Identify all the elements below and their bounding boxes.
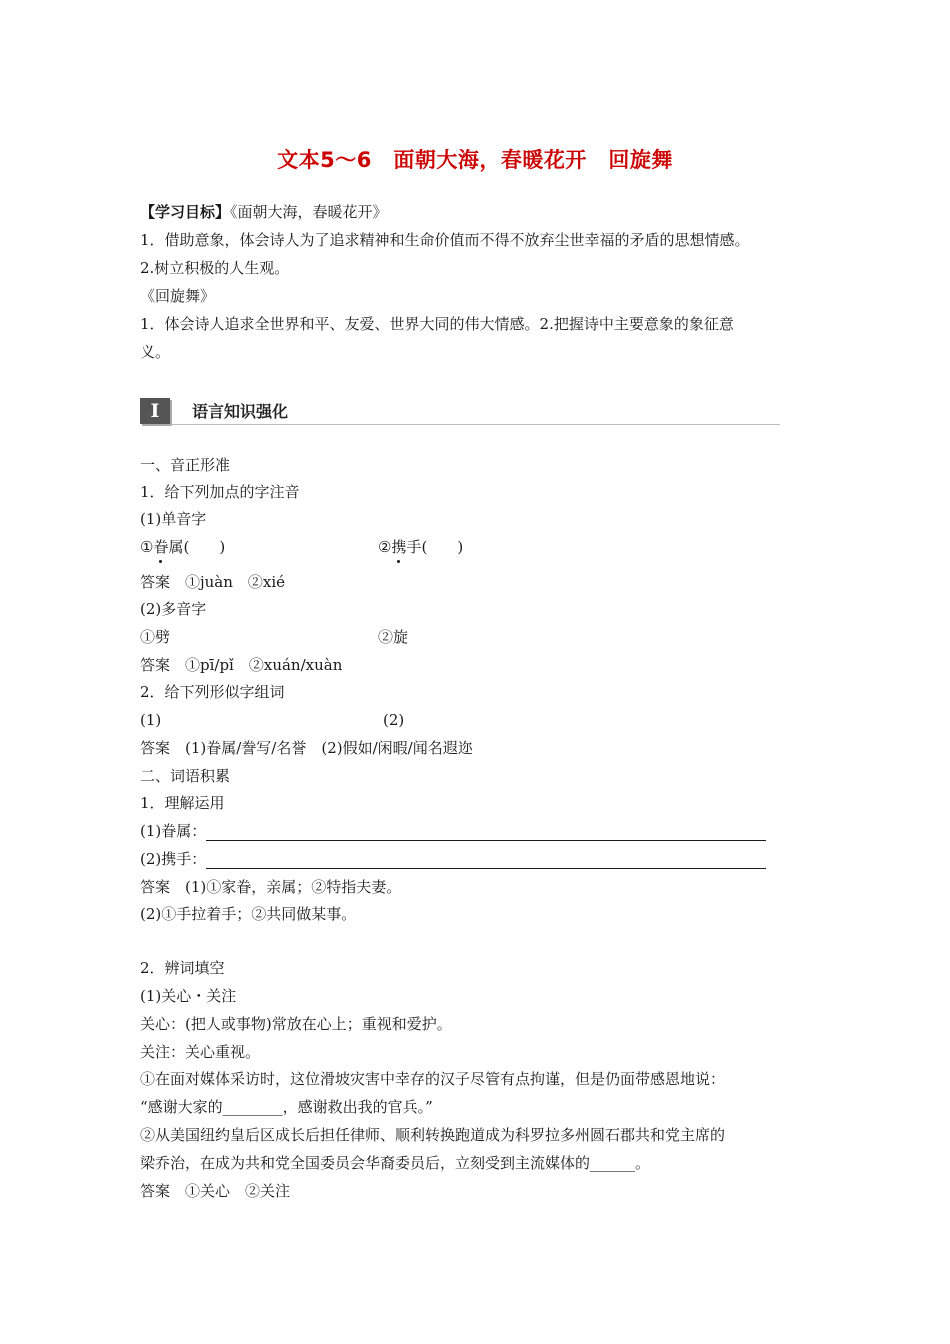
definition: 关注：关心重视。 (140, 1043, 261, 1061)
question: 1．给下列加点的字注音 (140, 483, 300, 501)
word-pair: (1)关心・关注 (140, 987, 237, 1005)
sentence: ①在面对媒体采访时，这位滑坡灾害中幸存的汉子尽管有点拘谨，但是仍面带感恩地说： (140, 1070, 726, 1088)
objectives-label: 【学习目标】 (140, 203, 231, 221)
page-title: 文本5～6 面朝大海，春暖花开 回旋舞 (277, 148, 673, 172)
objective-item: 1．借助意象，体会诗人为了追求精神和生命价值而不得不放弃尘世幸福的矛盾的思想情感。 (140, 231, 750, 249)
answer-blank[interactable] (206, 852, 766, 869)
definition: 关心：(把人或事物)常放在心上；重视和爱护。 (140, 1015, 452, 1033)
answer: 答案 (1)①家眷，亲属；②特指夫妻。 (140, 878, 402, 896)
question: 2．给下列形似字组词 (140, 683, 285, 701)
section-divider (170, 424, 780, 425)
dotted-char: 眷 (153, 538, 169, 556)
answer: 答案 ①关心 ②关注 (140, 1182, 291, 1200)
pinyin-item: ②旋 (378, 628, 409, 646)
pinyin-item (140, 537, 225, 557)
poem2-name: 《回旋舞》 (140, 287, 216, 305)
answer: 答案 ①juàn ②xié (140, 573, 286, 591)
pinyin-item: ①劈 (140, 628, 171, 646)
dotted-char: 携 (391, 538, 407, 556)
poem1-name: 《面朝大海，春暖花开》 (230, 203, 388, 221)
section-badge: I (140, 398, 170, 424)
objective-item: 2.树立积极的人生观。 (140, 259, 290, 277)
item-number: ① (140, 538, 154, 556)
word-group-item: (2) (383, 711, 405, 729)
objective-item: 义。 (140, 343, 171, 361)
question: 2．辨词填空 (140, 959, 225, 977)
sentence: 梁乔治，在成为共和党全国委员会华裔委员后，立刻受到主流媒体的______。 (140, 1154, 651, 1172)
objective-item: 1．体会诗人追求全世界和平、友爱、世界大同的伟大情感。2.把握诗中主要意象的象征意 (140, 315, 734, 333)
sub-question: (1)单音字 (140, 510, 207, 528)
section-title: 语言知识强化 (192, 402, 289, 421)
word-group-item: (1) (140, 711, 162, 729)
answer: 答案 ①pī/pǐ ②xuán/xuàn (140, 656, 343, 674)
sentence: ②从美国纽约皇后区成长后担任律师、顺利转换跑道成为科罗拉多州圆石郡共和党主席的 (140, 1126, 726, 1144)
item-text: 属( ) (168, 538, 226, 556)
answer: 答案 (1)眷属/誊写/名誉 (2)假如/闲暇/闻名遐迩 (140, 739, 473, 757)
fill-label: (2)携手： (140, 850, 207, 868)
item-number: ② (378, 538, 392, 556)
pinyin-item (378, 537, 463, 557)
question: 1．理解运用 (140, 794, 225, 812)
sentence: “感谢大家的________，感谢救出我的官兵。” (140, 1098, 433, 1116)
fill-line (140, 849, 766, 869)
answer: (2)①手拉着手；②共同做某事。 (140, 905, 357, 923)
fill-label: (1)眷属： (140, 822, 207, 840)
fill-line (140, 821, 766, 841)
objectives-heading (140, 202, 388, 222)
item-text: 手( ) (406, 538, 464, 556)
part2-heading: 二、词语积累 (140, 767, 231, 785)
answer-blank[interactable] (206, 824, 766, 841)
part1-heading: 一、音正形准 (140, 456, 231, 474)
sub-question: (2)多音字 (140, 600, 207, 618)
section-header (140, 398, 780, 426)
